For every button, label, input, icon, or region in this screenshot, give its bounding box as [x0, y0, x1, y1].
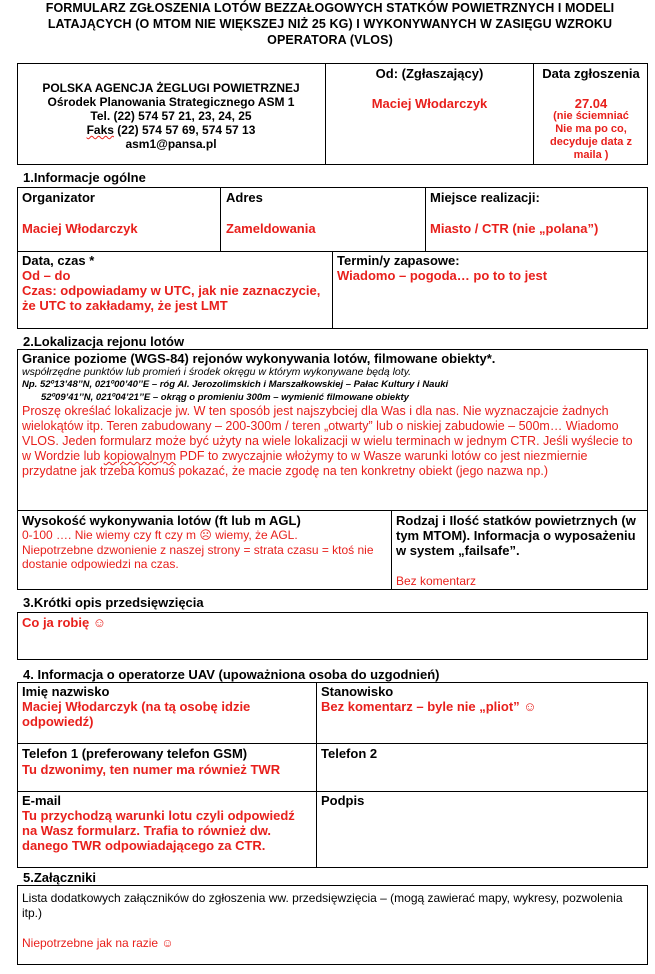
- organizer-value[interactable]: Maciej Włodarczyk: [22, 221, 138, 236]
- example-1: Np. 52º13’48’’N, 021º00’40’’E – róg Al. Jerozolimskich i Marszałkowskiej – Pałac Kultury i Nauki: [22, 379, 449, 390]
- note-part1: Proszę określać lokalizacje jw. W ten sposób jest najszybciej dla Was i dla nas. Nie wyznaczajcie żadnych wielokątów itp. Teren zabudowany – 200-300m / teren „otwarty” lub o niskiej zabudowie – 500m… Wiadomo VLOS. Jeden formularz może być użyty na wiele lokalizacji w wielu terminach w jednym CTR. Jeśli wyślecie to w Wordzie lub: [22, 404, 633, 463]
- signature-label: Podpis: [321, 793, 365, 808]
- section5-title: 5.Załączniki: [23, 870, 96, 885]
- phone2-label: Telefon 2: [321, 746, 378, 761]
- date-note: (nie ściemniać Nie ma po co, decyduje data z maila ): [550, 110, 632, 161]
- datetime-label: Data, czas *: [22, 253, 95, 268]
- email-label: E-mail: [22, 793, 62, 808]
- aircraft-label: Rodzaj i Ilość statków powietrznych (w tym MTOM). Informacja o wyposażeniu w system „failsafe”.: [396, 513, 636, 558]
- note-part2: PDF to zwyczajnie włożymy to w Wasze warunki lotów co jest niezmiernie przydatne jak trzeba komuś pokazać, że macie zgodę na ten konkretny obiekt (jego nazwa np.): [22, 449, 588, 478]
- from-label: Od: (Zgłaszający): [375, 66, 484, 81]
- section2-title: 2.Lokalizacja rejonu lotów: [23, 334, 185, 349]
- attachments-value[interactable]: Niepotrzebne jak na razie ☺: [22, 936, 174, 950]
- date-value[interactable]: 27.04: [574, 96, 608, 111]
- example-2: 52º09’41’’N, 021º04’21’’E – okrąg o promieniu 300m – wymienić filmowane obiekty: [41, 392, 409, 403]
- position-label: Stanowisko: [321, 684, 394, 699]
- fax-word: Faks: [86, 123, 114, 137]
- agency-fax: [17, 123, 325, 137]
- place-value[interactable]: Miasto / CTR (nie „polana”): [430, 221, 599, 236]
- datetime-value2[interactable]: Czas: odpowiadamy w UTC, jak nie zaznaczycie, że UTC to zakładamy, że jest LMT: [22, 283, 321, 313]
- agency-center: Ośrodek Planowania Strategicznego ASM 1: [47, 95, 295, 109]
- from-value[interactable]: Maciej Włodarczyk: [371, 96, 488, 111]
- datetime-value1[interactable]: Od – do: [22, 268, 71, 283]
- attachments-text: Lista dodatkowych załączników do zgłoszenia ww. przedsięwzięcia – (mogą zawierać mapy, wykresy, pozwolenia itp.): [22, 891, 623, 920]
- name-value[interactable]: Maciej Włodarczyk (na tą osobę idzie odpowiedź): [22, 699, 251, 729]
- section4-title: 4. Informacja o operatorze UAV (upoważniona osoba do uzgodnień): [23, 667, 440, 682]
- organizer-label: Organizator: [22, 190, 95, 205]
- backup-value[interactable]: Wiadomo – pogoda… po to to jest: [337, 268, 548, 283]
- name-label: Imię nazwisko: [22, 684, 110, 699]
- position-value[interactable]: Bez komentarz – byle nie „pliot” ☺: [321, 699, 537, 714]
- agency-tel: Tel. (22) 574 57 21, 23, 24, 25: [90, 109, 252, 123]
- height-value2[interactable]: Niepotrzebne dzwonienie z naszej strony = strata czasu = ktoś nie dostanie odpowiedzi na czas.: [22, 543, 374, 571]
- address-label: Adres: [226, 190, 263, 205]
- bounds-hint: współrzędne punktów lub promień i środek okręgu w którym wykonywane będą loty.: [22, 366, 412, 378]
- phone1-value[interactable]: Tu dzwonimy, ten numer ma również TWR: [22, 762, 281, 777]
- bounds-label: Granice poziome (WGS-84) rejonów wykonywania lotów, filmowane obiekty*.: [22, 351, 496, 366]
- phone1-label: Telefon 1 (preferowany telefon GSM): [22, 746, 248, 761]
- aircraft-value[interactable]: Bez komentarz: [396, 574, 477, 588]
- address-value[interactable]: Zameldowania: [226, 221, 316, 236]
- height-label: Wysokość wykonywania lotów (ft lub m AGL): [22, 513, 301, 528]
- place-label: Miejsce realizacji:: [430, 190, 540, 205]
- date-label: Data zgłoszenia: [542, 66, 640, 81]
- section1-title: 1.Informacje ogólne: [23, 170, 146, 185]
- agency-email: asm1@pansa.pl: [125, 137, 217, 151]
- location-note[interactable]: [22, 404, 644, 479]
- form-title: FORMULARZ ZGŁOSZENIA LOTÓW BEZZAŁOGOWYCH STATKÓW POWIETRZNYCH I MODELI LATAJĄCYCH (O MTOM NIE WIĘKSZEJ NIŻ 25 KG) I WYKONYWANYCH W ZASIĘGU WZROKU OPERATORA (VLOS): [45, 1, 615, 47]
- note-wavy-word: kopiowalnym: [103, 449, 177, 463]
- backup-label: Termin/y zapasowe:: [337, 253, 460, 268]
- description-value[interactable]: Co ja robię ☺: [22, 615, 107, 630]
- height-value1[interactable]: 0-100 …. Nie wiemy czy ft czy m ☹ wiemy, że AGL.: [22, 528, 298, 542]
- section3-title: 3.Krótki opis przedsięwzięcia: [23, 595, 204, 610]
- section3-box: [17, 612, 648, 660]
- fax-number: (22) 574 57 69, 574 57 13: [113, 123, 256, 137]
- agency-block: [17, 81, 325, 151]
- email-value[interactable]: Tu przychodzą warunki lotu czyli odpowiedź na Wasz formularz. Trafia to również dw. danego TWR odpowiadającego za CTR.: [22, 808, 295, 853]
- agency-name: POLSKA AGENCJA ŻEGLUGI POWIETRZNEJ: [42, 81, 300, 95]
